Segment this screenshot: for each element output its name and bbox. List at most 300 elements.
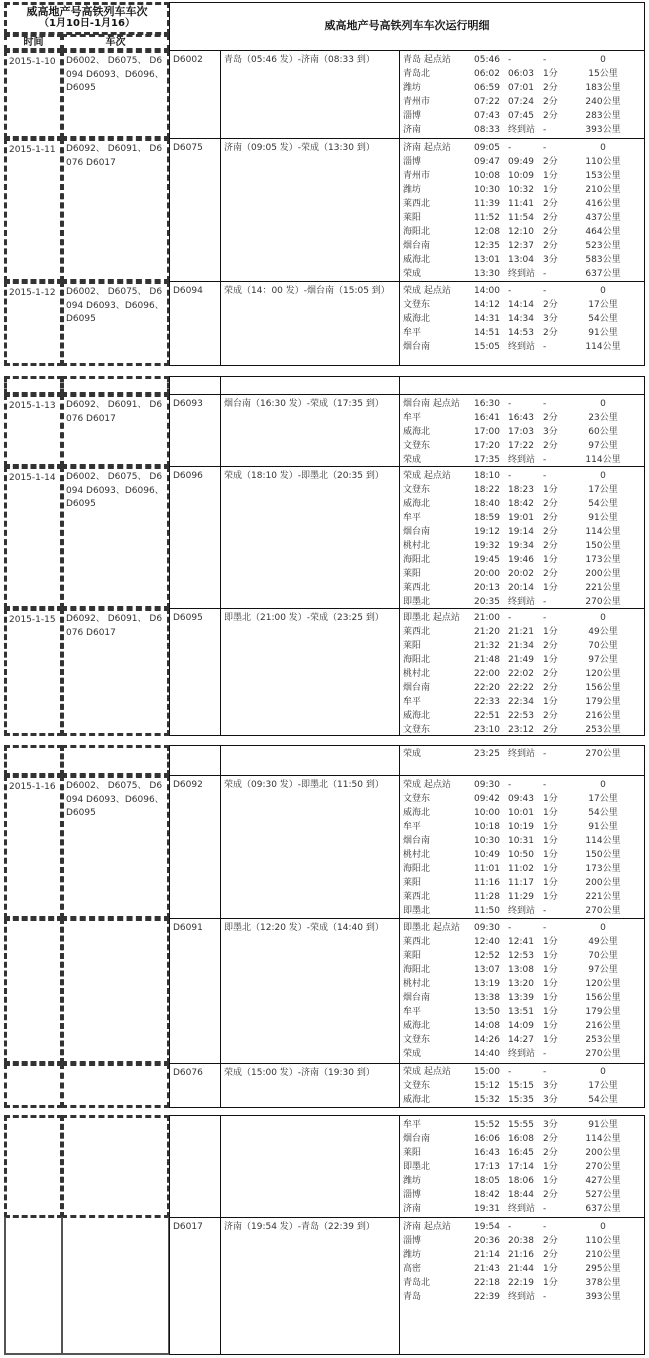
stop-row — [400, 425, 644, 439]
dwell-time: 2分 — [543, 111, 558, 121]
distance: 0 — [600, 613, 606, 623]
train-number-cell: D6094 — [169, 281, 221, 366]
day-trains-cell: D6002、 D6075、 D6094 D6093、D6096、D6095 — [61, 281, 170, 366]
departure-time: 06:03 — [508, 69, 534, 79]
dwell-time: - — [543, 1204, 547, 1214]
station-name: 烟台南 — [403, 1134, 431, 1144]
departure-time: 终到站 — [508, 1204, 536, 1214]
arrival-time: 18:42 — [474, 1190, 500, 1200]
dwell-time: 3分 — [543, 1120, 558, 1130]
dwell-time: - — [543, 1292, 547, 1302]
distance: 270公里 — [585, 906, 621, 916]
train-number-cell: D6075 — [169, 138, 221, 282]
dwell-time: 1分 — [543, 655, 558, 665]
distance: 464公里 — [585, 227, 621, 237]
distance: 91公里 — [588, 1120, 618, 1130]
distance: 270公里 — [585, 749, 621, 759]
stop-row — [400, 653, 644, 667]
distance: 637公里 — [585, 1204, 621, 1214]
departure-time: 20:02 — [508, 569, 534, 579]
arrival-time: 17:35 — [474, 455, 500, 465]
distance: 54公里 — [588, 808, 618, 818]
station-name: 文登东 — [403, 300, 431, 310]
station-name: 青岛北 — [403, 69, 431, 79]
distance: 0 — [600, 471, 606, 481]
arrival-time: 11:28 — [474, 892, 500, 902]
station-name: 文登东 — [403, 1035, 431, 1045]
arrival-time: 10:00 — [474, 808, 500, 818]
arrival-time: 07:22 — [474, 97, 500, 107]
dwell-time: - — [543, 1067, 547, 1077]
dwell-time: 2分 — [543, 300, 558, 310]
arrival-time: 16:43 — [474, 1148, 500, 1158]
arrival-time: 12:08 — [474, 227, 500, 237]
arrival-time: 11:01 — [474, 864, 500, 874]
distance: 221公里 — [585, 583, 621, 593]
stop-row — [400, 747, 644, 761]
blank-cell — [4, 1115, 63, 1218]
station-name: 牟平 — [403, 513, 422, 523]
arrival-time: 13:30 — [474, 269, 500, 279]
dwell-time: 2分 — [543, 641, 558, 651]
arrival-time: 10:08 — [474, 171, 500, 181]
dwell-time: 3分 — [543, 314, 558, 324]
stops-cell-continued — [399, 1115, 645, 1218]
station-name: 烟台南 — [403, 836, 431, 846]
arrival-time: 07:43 — [474, 111, 500, 121]
distance: 437公里 — [585, 213, 621, 223]
distance: 70公里 — [588, 951, 618, 961]
station-name: 牟平 — [403, 328, 422, 338]
station-name: 威海北 — [403, 499, 431, 509]
blank-cell — [220, 1115, 400, 1218]
station-name: 荣成 起点站 — [403, 1067, 451, 1077]
departure-time: 10:31 — [508, 836, 534, 846]
route-cell: 即墨北（21:00 发）-荣成（23:25 到） — [220, 608, 400, 736]
arrival-time: 13:50 — [474, 1007, 500, 1017]
dwell-time: - — [543, 923, 547, 933]
departure-time: 11:17 — [508, 878, 534, 888]
distance: 416公里 — [585, 199, 621, 209]
departure-time: 终到站 — [508, 125, 536, 135]
day-date-cell: 2015-1-12 — [4, 281, 63, 366]
distance: 183公里 — [585, 83, 621, 93]
dwell-time: - — [543, 399, 547, 409]
stop-row — [400, 284, 644, 298]
stop-row — [400, 723, 644, 736]
dwell-time: 1分 — [543, 965, 558, 975]
stop-row — [400, 225, 644, 239]
stop-row — [400, 963, 644, 977]
departure-time: 17:14 — [508, 1162, 534, 1172]
stop-row — [400, 695, 644, 709]
stop-row — [400, 876, 644, 890]
dwell-time: 1分 — [543, 1035, 558, 1045]
departure-time: 19:34 — [508, 541, 534, 551]
blank-cell — [4, 745, 63, 776]
station-name: 海阳北 — [403, 555, 431, 565]
station-name: 潍坊 — [403, 1176, 422, 1186]
stop-row — [400, 1118, 644, 1132]
station-name: 威海北 — [403, 1095, 431, 1105]
station-name: 济南 — [403, 1204, 422, 1214]
dwell-time: 1分 — [543, 583, 558, 593]
station-name: 潍坊 — [403, 83, 422, 93]
station-name: 牟平 — [403, 1007, 422, 1017]
arrival-time: 17:00 — [474, 427, 500, 437]
stop-row — [400, 1202, 644, 1216]
departure-time: 16:45 — [508, 1148, 534, 1158]
station-name: 青岛 起点站 — [403, 55, 451, 65]
route-cell: 济南（09:05 发）-荣成（13:30 到） — [220, 138, 400, 282]
stop-row — [400, 123, 644, 137]
dwell-time: 2分 — [543, 97, 558, 107]
dwell-time: 1分 — [543, 185, 558, 195]
stop-row — [400, 253, 644, 267]
stop-row — [400, 949, 644, 963]
distance: 283公里 — [585, 111, 621, 121]
arrival-time: 20:35 — [474, 597, 500, 607]
departure-time: 18:44 — [508, 1190, 534, 1200]
station-name: 文登东 — [403, 485, 431, 495]
station-name: 淄博 — [403, 1236, 422, 1246]
route-cell: 济南（19:54 发）-青岛（22:39 到） — [220, 1217, 400, 1355]
blank-cell — [61, 376, 170, 395]
distance: 0 — [600, 780, 606, 790]
departure-time: 21:44 — [508, 1264, 534, 1274]
stop-row — [400, 625, 644, 639]
dwell-time: 2分 — [543, 441, 558, 451]
dwell-time: - — [543, 455, 547, 465]
stop-row — [400, 806, 644, 820]
stop-row — [400, 667, 644, 681]
dwell-time: - — [543, 342, 547, 352]
departure-time: - — [508, 923, 512, 933]
stop-row — [400, 453, 644, 467]
stops-cell — [399, 918, 645, 1064]
schedule-page-1 — [4, 2, 645, 366]
departure-time: 14:27 — [508, 1035, 534, 1045]
departure-time: - — [508, 1222, 512, 1232]
station-name: 烟台南 — [403, 683, 431, 693]
station-name: 桃村北 — [403, 669, 431, 679]
departure-time: 21:49 — [508, 655, 534, 665]
dwell-time: 1分 — [543, 808, 558, 818]
stops-cell — [399, 281, 645, 366]
dwell-time: 1分 — [543, 1162, 558, 1172]
departure-time: 14:34 — [508, 314, 534, 324]
arrival-time: 05:46 — [474, 55, 500, 65]
stop-row — [400, 525, 644, 539]
detail-title: 威高地产号高铁列车车次运行明细 — [324, 19, 490, 32]
distance: 270公里 — [585, 1162, 621, 1172]
stop-row — [400, 1019, 644, 1033]
departure-time: 15:15 — [508, 1081, 534, 1091]
stop-row — [400, 709, 644, 723]
departure-time: 22:34 — [508, 697, 534, 707]
station-name: 牟平 — [403, 822, 422, 832]
stop-row — [400, 1160, 644, 1174]
arrival-time: 19:32 — [474, 541, 500, 551]
departure-time: 19:01 — [508, 513, 534, 523]
distance: 49公里 — [588, 937, 618, 947]
blank-cell — [399, 376, 645, 395]
train-number-cell: D6091 — [169, 918, 221, 1064]
departure-time: 12:10 — [508, 227, 534, 237]
stops-cell — [399, 1063, 645, 1108]
distance: 114公里 — [585, 455, 621, 465]
departure-time: 21:16 — [508, 1250, 534, 1260]
departure-time: 15:55 — [508, 1120, 534, 1130]
arrival-time: 21:00 — [474, 613, 500, 623]
arrival-time: 18:05 — [474, 1176, 500, 1186]
station-name: 烟台南 — [403, 527, 431, 537]
station-name: 荣成 起点站 — [403, 471, 451, 481]
station-name: 淄博 — [403, 157, 422, 167]
station-name: 牟平 — [403, 697, 422, 707]
station-name: 莱阳 — [403, 878, 422, 888]
distance: 17公里 — [588, 300, 618, 310]
arrival-time: 22:39 — [474, 1292, 500, 1302]
arrival-time: 19:12 — [474, 527, 500, 537]
summary-title-cell — [4, 2, 170, 35]
departure-time: 21:21 — [508, 627, 534, 637]
arrival-time: 17:20 — [474, 441, 500, 451]
station-name: 青州市 — [403, 97, 431, 107]
dwell-time: 1分 — [543, 1264, 558, 1274]
arrival-time: 15:05 — [474, 342, 500, 352]
dwell-time: 1分 — [543, 951, 558, 961]
arrival-time: 15:32 — [474, 1095, 500, 1105]
dwell-time: - — [543, 1049, 547, 1059]
dwell-time: - — [543, 143, 547, 153]
station-name: 即墨北 — [403, 1162, 431, 1172]
station-name: 莱西北 — [403, 937, 431, 947]
departure-time: - — [508, 1067, 512, 1077]
dwell-time: - — [543, 597, 547, 607]
arrival-time: 16:30 — [474, 399, 500, 409]
arrival-time: 21:20 — [474, 627, 500, 637]
distance: 54公里 — [588, 314, 618, 324]
arrival-time: 13:07 — [474, 965, 500, 975]
departure-time: 13:51 — [508, 1007, 534, 1017]
stop-row — [400, 1132, 644, 1146]
arrival-time: 14:31 — [474, 314, 500, 324]
stop-row — [400, 778, 644, 792]
arrival-time: 18:22 — [474, 485, 500, 495]
departure-time: 09:49 — [508, 157, 534, 167]
dwell-time: 1分 — [543, 850, 558, 860]
dwell-time: 1分 — [543, 627, 558, 637]
distance: 0 — [600, 286, 606, 296]
dwell-time: 2分 — [543, 513, 558, 523]
day-trains-cell: D6002、 D6075、 D6094 D6093、D6096、D6095 — [61, 775, 170, 919]
arrival-time: 06:02 — [474, 69, 500, 79]
departure-time: 10:50 — [508, 850, 534, 860]
station-name: 即墨北 — [403, 597, 431, 607]
col-trains-header: 车次 — [61, 34, 170, 51]
arrival-time: 22:00 — [474, 669, 500, 679]
arrival-time: 10:18 — [474, 822, 500, 832]
distance: 221公里 — [585, 892, 621, 902]
departure-time: 10:19 — [508, 822, 534, 832]
station-name: 烟台南 起点站 — [403, 399, 460, 409]
departure-time: 17:03 — [508, 427, 534, 437]
distance: 91公里 — [588, 513, 618, 523]
dwell-time: 1分 — [543, 892, 558, 902]
route-cell: 荣成（15:00 发）-济南（19:30 到） — [220, 1063, 400, 1108]
departure-time: 14:14 — [508, 300, 534, 310]
arrival-time: 06:59 — [474, 83, 500, 93]
arrival-time: 10:30 — [474, 836, 500, 846]
dwell-time: 2分 — [543, 227, 558, 237]
distance: 393公里 — [585, 125, 621, 135]
stop-row — [400, 1262, 644, 1276]
station-name: 莱阳 — [403, 569, 422, 579]
station-name: 荣成 起点站 — [403, 286, 451, 296]
distance: 114公里 — [585, 1134, 621, 1144]
station-name: 即墨北 起点站 — [403, 923, 460, 933]
arrival-time: 14:40 — [474, 1049, 500, 1059]
departure-time: 20:14 — [508, 583, 534, 593]
stop-row — [400, 511, 644, 525]
station-name: 烟台南 — [403, 241, 431, 251]
stop-row — [400, 890, 644, 904]
detail-title-cell — [169, 2, 645, 51]
station-name: 莱阳 — [403, 641, 422, 651]
dwell-time: - — [543, 613, 547, 623]
arrival-time: 09:30 — [474, 780, 500, 790]
arrival-time: 13:19 — [474, 979, 500, 989]
stop-row — [400, 581, 644, 595]
distance: 97公里 — [588, 965, 618, 975]
dwell-time: 3分 — [543, 255, 558, 265]
dwell-time: 3分 — [543, 1095, 558, 1105]
summary-title: 威高地产号高铁列车车次 — [26, 5, 148, 18]
departure-time: 20:38 — [508, 1236, 534, 1246]
stop-row — [400, 792, 644, 806]
distance: 0 — [600, 923, 606, 933]
stop-row — [400, 1146, 644, 1160]
station-name: 威海北 — [403, 314, 431, 324]
station-name: 莱阳 — [403, 213, 422, 223]
day-date-cell: 2015-1-15 — [4, 608, 63, 736]
distance: 110公里 — [585, 1236, 621, 1246]
distance: 97公里 — [588, 441, 618, 451]
arrival-time: 15:00 — [474, 1067, 500, 1077]
stop-row — [400, 1188, 644, 1202]
departure-time: 终到站 — [508, 455, 536, 465]
arrival-time: 15:12 — [474, 1081, 500, 1091]
departure-time: 17:22 — [508, 441, 534, 451]
dwell-time: 2分 — [543, 1148, 558, 1158]
station-name: 济南 起点站 — [403, 1222, 451, 1232]
arrival-time: 13:38 — [474, 993, 500, 1003]
station-name: 荣成 — [403, 455, 422, 465]
distance: 54公里 — [588, 1095, 618, 1105]
distance: 393公里 — [585, 1292, 621, 1302]
station-name: 莱西北 — [403, 583, 431, 593]
dwell-time: 1分 — [543, 937, 558, 947]
distance: 179公里 — [585, 1007, 621, 1017]
distance: 17公里 — [588, 485, 618, 495]
distance: 114公里 — [585, 342, 621, 352]
stop-row — [400, 1276, 644, 1290]
day-date-cell: 2015-1-13 — [4, 394, 63, 467]
stop-row — [400, 183, 644, 197]
arrival-time: 19:31 — [474, 1204, 500, 1214]
distance: 17公里 — [588, 794, 618, 804]
dwell-time: 2分 — [543, 1250, 558, 1260]
dwell-time: 2分 — [543, 499, 558, 509]
station-name: 济南 — [403, 125, 422, 135]
stops-cell — [399, 1217, 645, 1355]
station-name: 青岛北 — [403, 1278, 431, 1288]
distance: 114公里 — [585, 527, 621, 537]
distance: 216公里 — [585, 711, 621, 721]
distance: 156公里 — [585, 683, 621, 693]
dwell-time: 2分 — [543, 328, 558, 338]
stop-row — [400, 109, 644, 123]
distance: 173公里 — [585, 555, 621, 565]
dwell-time: 2分 — [543, 725, 558, 735]
distance: 216公里 — [585, 1021, 621, 1031]
distance: 270公里 — [585, 1049, 621, 1059]
distance: 295公里 — [585, 1264, 621, 1274]
departure-time: 13:04 — [508, 255, 534, 265]
station-name: 威海北 — [403, 1021, 431, 1031]
dwell-time: 2分 — [543, 1190, 558, 1200]
stop-row — [400, 1174, 644, 1188]
distance: 210公里 — [585, 185, 621, 195]
departure-time: 19:14 — [508, 527, 534, 537]
dwell-time: 2分 — [543, 157, 558, 167]
dwell-time: 2分 — [543, 527, 558, 537]
dwell-time: 1分 — [543, 979, 558, 989]
stop-row — [400, 1248, 644, 1262]
departure-time: 10:01 — [508, 808, 534, 818]
blank-cell — [61, 1115, 170, 1218]
route-cell: 荣成（18:10 发）-即墨北（20:35 到） — [220, 466, 400, 609]
schedule-page-3-tail — [4, 1063, 645, 1108]
dwell-time: 2分 — [543, 413, 558, 423]
arrival-time: 23:25 — [474, 749, 500, 759]
stop-row — [400, 197, 644, 211]
dwell-time: 1分 — [543, 697, 558, 707]
arrival-time: 21:32 — [474, 641, 500, 651]
distance: 97公里 — [588, 655, 618, 665]
blank-cell — [220, 376, 400, 395]
dwell-time: 2分 — [543, 213, 558, 223]
departure-time: 14:53 — [508, 328, 534, 338]
dwell-time: 2分 — [543, 541, 558, 551]
schedule-page-3 — [4, 745, 645, 1066]
station-name: 莱阳 — [403, 951, 422, 961]
blank-cell — [220, 745, 400, 776]
departure-time: 终到站 — [508, 906, 536, 916]
blank-cell — [61, 1217, 170, 1355]
station-name: 文登东 — [403, 1081, 431, 1091]
route-cell: 荣成（14：00 发）-烟台南（15:05 到） — [220, 281, 400, 366]
departure-time: 11:41 — [508, 199, 534, 209]
departure-time: 13:20 — [508, 979, 534, 989]
arrival-time: 10:30 — [474, 185, 500, 195]
arrival-time: 23:10 — [474, 725, 500, 735]
distance: 0 — [600, 143, 606, 153]
arrival-time: 19:45 — [474, 555, 500, 565]
distance: 150公里 — [585, 850, 621, 860]
station-name: 高密 — [403, 1264, 422, 1274]
